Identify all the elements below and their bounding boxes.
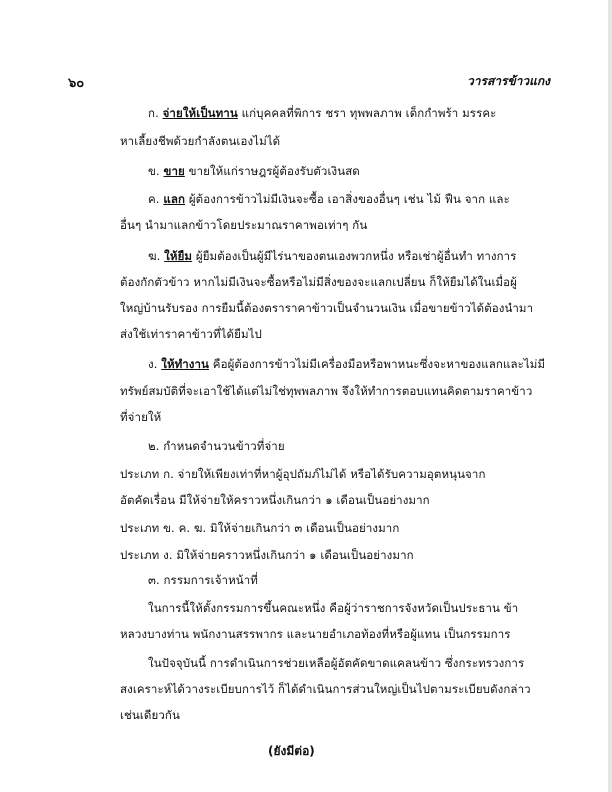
item-kho-khwai-term: แลก [163,192,186,206]
item-kho-khwai-line-1 [148,191,510,209]
item-kho-line-1 [148,163,360,181]
section-2-heading [148,438,285,456]
item-ka-line-2: หาเลี้ยงชีพด้วยกำลังตนเองไม่ได้ [120,134,281,148]
section-3-line-2: หลวงบางท่าน พนักงานสรรพากร และนายอำเภอท้องที่หรือผู้แทน เป็นกรรมการ [120,627,511,641]
section-3-title: กรรมการเจ้าหน้าที่ [163,573,258,587]
item-kho-number: ข. [148,164,160,178]
item-kho-khwai-line-2: อื่นๆ นำมาแลกข้าวโดยประมาณราคาพอเท่าๆ กัน [120,218,368,232]
item-kho-khwai-number: ค. [148,192,160,206]
item-ka-number: ก. [148,106,159,120]
item-ngo-number: ง. [148,357,158,371]
item-kho-text: ขายให้แก่ราษฎรผู้ต้องรับตัวเงินสด [188,164,360,178]
running-header: วารสารข้าวแกง [467,74,550,88]
page-number: ๖๐ [68,76,85,91]
item-ka-line-1 [148,105,496,123]
item-kho-rakhang-text: ผู้ยืมต้องเป็นผู้มีไร่นาของตนเองพวกหนึ่ง หรือเช่าผู้อื่นทำ ทางการ [195,249,517,263]
item-ka-text: แก่บุคคลที่พิการ ชรา ทุพพลภาพ เด็กกำพร้า มรรคะ [241,106,497,120]
item-kho-rakhang-line-4: ส่งใช้เท่าราคาข้าวที่ได้ยืมไป [120,327,262,341]
section-3-line-5: เช่นเดียวกัน [120,708,180,722]
item-ngo-term: ให้ทำงาน [161,357,210,371]
item-kho-rakhang-line-2: ต้องกักตัวข้าว หากไม่มีเงินจะซื้อหรือไม่มีสิ่งของจะแลกเปลี่ยน ก็ให้ยืมได้ในเมื่อผู้ [120,275,518,289]
section-2-title: กำหนดจำนวนข้าวที่จ่าย [163,439,285,453]
section-3-line-1: ในการนี้ให้ตั้งกรรมการขึ้นคณะหนึ่ง คือผู้ว่าราชการจังหวัดเป็นประธาน ข้า [148,601,519,615]
item-kho-rakhang-line-3: ใหญ่บ้านรับรอง การยืมนี้ต้องตราราคาข้าวเป็นจำนวนเงิน เมื่อขายข้าวได้ต้องนำมา [120,301,534,315]
item-kho-rakhang-line-1 [148,248,516,266]
item-ngo-line-3: ที่จ่ายให้ [120,410,162,424]
scan-edge [608,0,612,792]
item-kho-rakhang-number: ฆ. [148,249,161,263]
section-2-number: ๒. [148,439,160,453]
item-kho-rakhang-term: ให้ยืม [164,249,193,263]
section-3-number: ๓. [148,573,160,587]
item-ngo-line-1 [148,356,545,374]
section-2-line-3: ประเภท ข. ค. ฆ. มิให้จ่ายเกินกว่า ๓ เดือนเป็นอย่างมาก [120,521,400,535]
item-ka-term: จ่ายให้เป็นทาน [162,106,238,120]
section-3-line-3: ในปัจจุบันนี้ การดำเนินการช่วยเหลือผู้อัตคัดขาดแคลนข้าว ซึ่งกระทรวงการ [148,656,525,670]
section-3-line-4: สงเคราะห์ได้วางระเบียบการไว้ ก็ได้ดำเนินการส่วนใหญ่เป็นไปตามระเบียบดังกล่าว [120,682,531,696]
continued-label: (ยังมีต่อ) [268,744,315,758]
item-kho-term: ขาย [163,164,185,178]
item-kho-khwai-text: ผู้ต้องการข้าวไม่มีเงินจะซื้อ เอาสิ่งของอื่นๆ เช่น ไม้ ฟืน จาก และ [188,192,510,206]
section-2-line-2: อัตคัดเรื่อน มีให้จ่ายให้คราวหนึ่งเกินกว่า ๑ เดือนเป็นอย่างมาก [120,493,430,507]
section-2-line-1: ประเภท ก. จ่ายให้เพียงเท่าที่หาผู้อุปถัมภ์ไม่ได้ หรือได้รับความอุตหนุนจาก [120,467,486,481]
item-ngo-line-2: ทรัพย์สมบัติที่จะเอาใช้ได้แต่ไม่ใช่ทุพพลภาพ จึงให้ทำการตอบแทนคิดตามราคาข้าว [120,384,533,398]
section-2-line-4: ประเภท ง. มิให้จ่ายคราวหนึ่งเกินกว่า ๑ เดือนเป็นอย่างมาก [120,548,414,562]
item-ngo-text: คือผู้ต้องการข้าวไม่มีเครื่องมือหรือพาหนะซึ่งจะหาของแลกและไม่มี [212,357,546,371]
section-3-heading [148,572,258,590]
